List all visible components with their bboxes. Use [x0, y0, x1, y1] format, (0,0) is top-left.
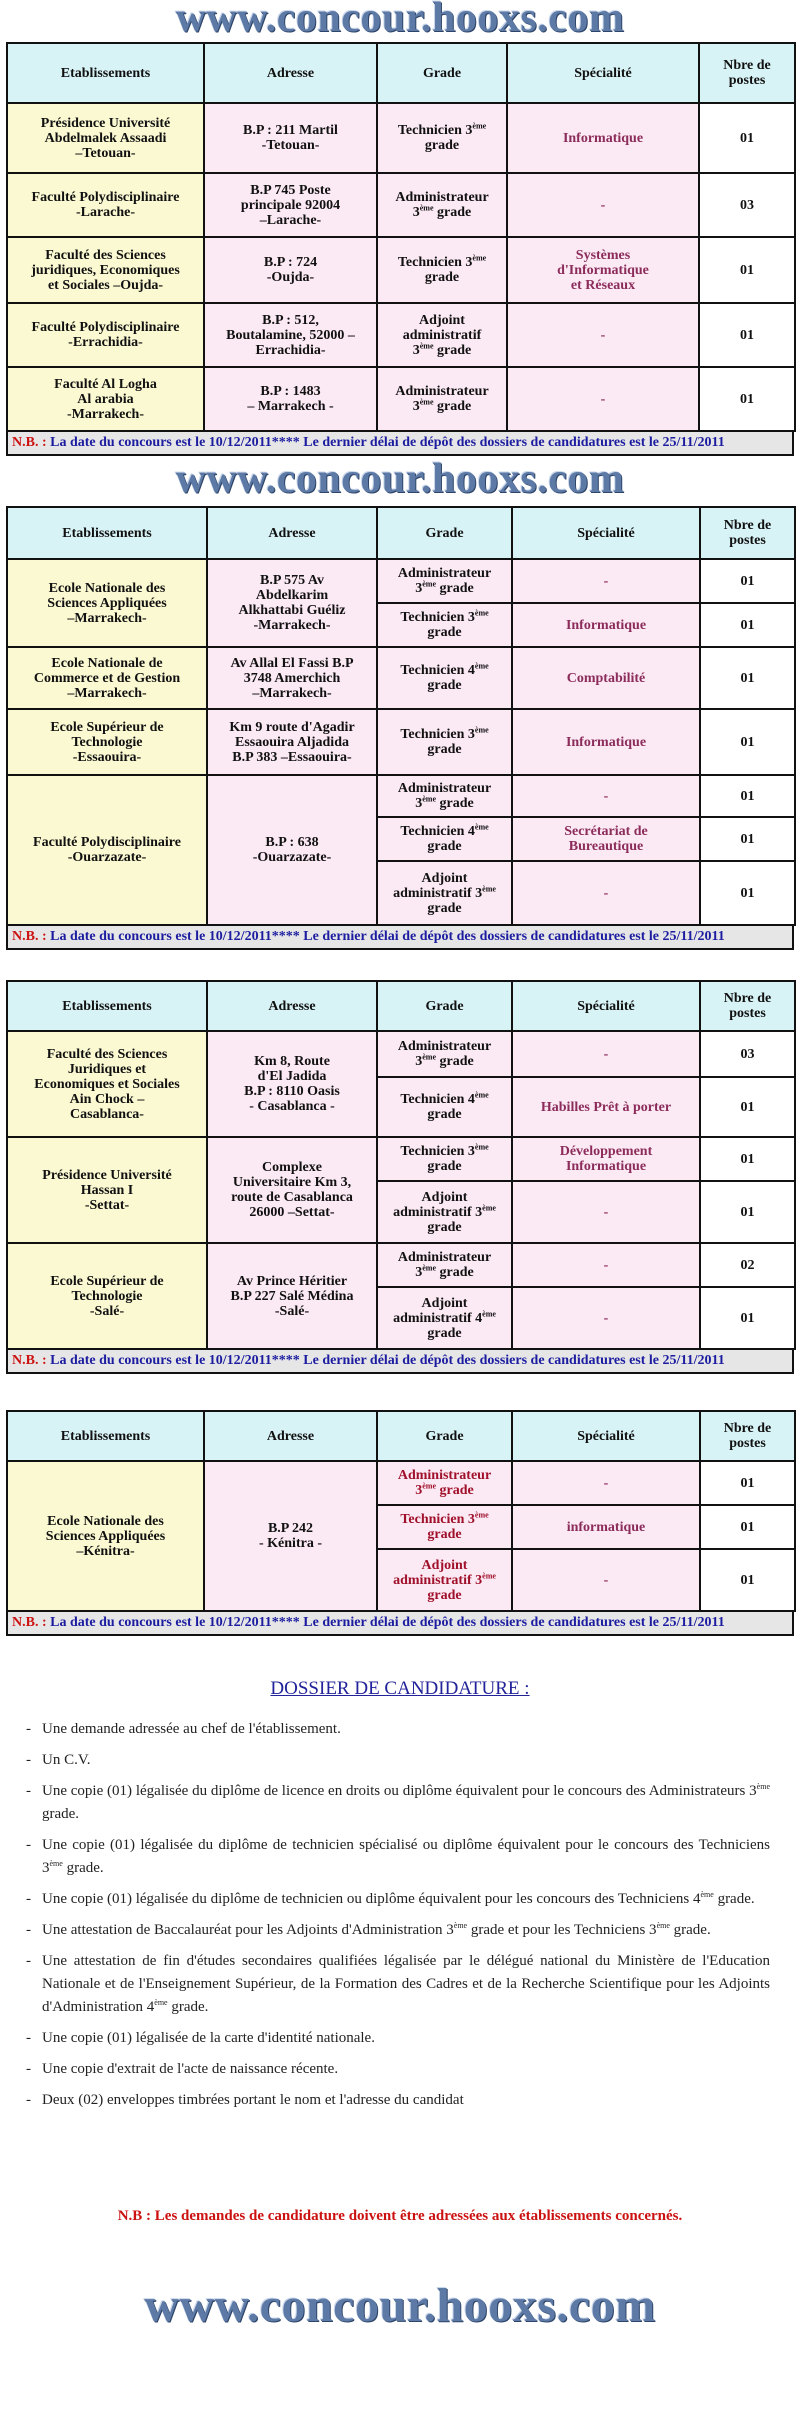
header-adresse: Adresse — [207, 981, 377, 1031]
adresse-cell: B.P : 638 -Ouarzazate- — [207, 775, 377, 925]
nbre-cell: 01 — [700, 1461, 795, 1505]
posts-table-1 — [6, 42, 796, 432]
nbre-cell: 03 — [700, 1031, 795, 1077]
header-nbre-postes: Nbre de postes — [700, 507, 795, 559]
grade-cell: Technicien 3ème grade — [377, 1137, 512, 1181]
adresse-cell: Km 9 route d'Agadir Essaouira Aljadida B.P 383 –Essaouira- — [207, 709, 377, 775]
grade-cell: Administrateur 3ème grade — [377, 173, 507, 237]
etablissement-cell: Faculté des Sciences juridiques, Economiques et Sociales –Oujda- — [7, 237, 204, 303]
grade-cell: Administrateur 3ème grade — [377, 1243, 512, 1287]
header-grade: Grade — [377, 507, 512, 559]
header-nbre-postes: Nbre de postes — [700, 981, 795, 1031]
adresse-cell: Av Prince Héritier B.P 227 Salé Médina -Salé- — [207, 1243, 377, 1349]
adresse-cell: Av Allal El Fassi B.P 3748 Amerchich –Marrakech- — [207, 647, 377, 709]
header-etablissements: Etablissements — [7, 1411, 204, 1461]
table-row — [7, 1137, 795, 1181]
header-grade: Grade — [377, 43, 507, 103]
specialite-cell: - — [507, 173, 699, 237]
specialite-cell: Informatique — [507, 103, 699, 173]
etablissement-cell: Faculté Al Logha Al arabia -Marrakech- — [7, 367, 204, 431]
specialite-cell: Habilles Prêt à porter — [512, 1077, 700, 1137]
nbre-cell: 01 — [699, 303, 795, 367]
adresse-cell: Complexe Universitaire Km 3, route de Casablanca 26000 –Settat- — [207, 1137, 377, 1243]
grade-cell: Technicien 3ème grade — [377, 1505, 512, 1549]
specialite-cell: - — [512, 559, 700, 603]
table-block-3 — [6, 980, 794, 1374]
specialite-cell: informatique — [512, 1505, 700, 1549]
header-specialite: Spécialité — [507, 43, 699, 103]
dossier-title: DOSSIER DE CANDIDATURE : — [270, 1678, 530, 1699]
header-adresse: Adresse — [204, 43, 377, 103]
list-item: - Une copie (01) légalisée du diplôme de technicien spécialisé ou diplôme équivalent pour le concours des Techniciens 3ème grade. — [22, 1834, 770, 1880]
nbre-cell: 02 — [700, 1243, 795, 1287]
etablissement-cell: Ecole Nationale des Sciences Appliquées –Kénitra- — [7, 1461, 204, 1611]
etablissement-cell: Faculté des Sciences Juridiques et Economiques et Sociales Ain Chock – Casablanca- — [7, 1031, 207, 1137]
watermark-middle: www.concour.hooxs.com — [175, 456, 625, 502]
grade-cell: Adjoint administratif 3ème grade — [377, 861, 512, 925]
nb-note: N.B. : La date du concours est le 10/12/2011**** Le dernier délai de dépôt des dossiers de candidatures est le 25/11/2011 — [6, 1612, 794, 1636]
etablissement-cell: Ecole Supérieur de Technologie -Salé- — [7, 1243, 207, 1349]
etablissement-cell: Ecole Nationale des Sciences Appliquées –Marrakech- — [7, 559, 207, 647]
nbre-cell: 01 — [700, 1077, 795, 1137]
specialite-cell: - — [512, 1549, 700, 1611]
table-row — [7, 1031, 795, 1077]
grade-cell: Adjoint administratif 4ème grade — [377, 1287, 512, 1349]
list-item: - Une demande adressée au chef de l'établissement. — [22, 1718, 770, 1741]
nbre-cell: 01 — [699, 367, 795, 431]
specialite-cell: Systèmes d'Informatique et Réseaux — [507, 237, 699, 303]
list-item: - Une attestation de Baccalauréat pour les Adjoints d'Administration 3ème grade et pour les Techniciens 3ème grade. — [22, 1919, 770, 1942]
nbre-cell: 01 — [700, 775, 795, 817]
nbre-cell: 01 — [700, 861, 795, 925]
grade-cell: Administrateur 3ème grade — [377, 775, 512, 817]
nb-note: N.B. : La date du concours est le 10/12/2011**** Le dernier délai de dépôt des dossiers de candidatures est le 25/11/2011 — [6, 1350, 794, 1374]
nbre-cell: 01 — [699, 237, 795, 303]
specialite-cell: Développement Informatique — [512, 1137, 700, 1181]
grade-cell: Technicien 3ème grade — [377, 709, 512, 775]
etablissement-cell: Faculté Polydisciplinaire -Larache- — [7, 173, 204, 237]
posts-table-2 — [6, 506, 796, 926]
table-row — [7, 103, 795, 173]
header-nbre-postes: Nbre de postes — [699, 43, 795, 103]
etablissement-cell: Ecole Supérieur de Technologie -Essaouira- — [7, 709, 207, 775]
header-specialite: Spécialité — [512, 1411, 700, 1461]
watermark-bottom: www.concour.hooxs.com — [144, 2279, 656, 2332]
nb-note: N.B. : La date du concours est le 10/12/2011**** Le dernier délai de dépôt des dossiers de candidatures est le 25/11/2011 — [6, 926, 794, 950]
nb-note: N.B. : La date du concours est le 10/12/2011**** Le dernier délai de dépôt des dossiers de candidatures est le 25/11/2011 — [6, 432, 794, 456]
header-adresse: Adresse — [207, 507, 377, 559]
etablissement-cell: Présidence Université Abdelmalek Assaadi –Tetouan- — [7, 103, 204, 173]
nbre-cell: 01 — [700, 647, 795, 709]
header-adresse: Adresse — [204, 1411, 377, 1461]
grade-cell: Technicien 4ème grade — [377, 1077, 512, 1137]
etablissement-cell: Ecole Nationale de Commerce et de Gestion –Marrakech- — [7, 647, 207, 709]
list-item: - Une copie (01) légalisée de la carte d'identité nationale. — [22, 2027, 770, 2050]
nbre-cell: 01 — [700, 1181, 795, 1243]
header-nbre-postes: Nbre de postes — [700, 1411, 795, 1461]
specialite-cell: - — [512, 861, 700, 925]
grade-cell: Technicien 3ème grade — [377, 603, 512, 647]
nbre-cell: 01 — [699, 103, 795, 173]
etablissement-cell: Faculté Polydisciplinaire -Ouarzazate- — [7, 775, 207, 925]
table-row — [7, 237, 795, 303]
header-grade: Grade — [377, 1411, 512, 1461]
list-item: - Une copie d'extrait de l'acte de naissance récente. — [22, 2058, 770, 2081]
table-row — [7, 1461, 795, 1505]
nbre-cell: 01 — [700, 559, 795, 603]
specialite-cell: Informatique — [512, 603, 700, 647]
adresse-cell: B.P : 512, Boutalamine, 52000 – Errachidia- — [204, 303, 377, 367]
nbre-cell: 01 — [700, 603, 795, 647]
nbre-cell: 01 — [700, 1549, 795, 1611]
header-etablissements: Etablissements — [7, 981, 207, 1031]
grade-cell: Technicien 3ème grade — [377, 237, 507, 303]
table-row — [7, 367, 795, 431]
specialite-cell: Comptabilité — [512, 647, 700, 709]
adresse-cell: Km 8, Route d'El Jadida B.P : 8110 Oasis - Casablanca - — [207, 1031, 377, 1137]
specialite-cell: - — [512, 775, 700, 817]
specialite-cell: Informatique — [512, 709, 700, 775]
grade-cell: Adjoint administratif 3ème grade — [377, 303, 507, 367]
nbre-cell: 01 — [700, 709, 795, 775]
specialite-cell: - — [512, 1031, 700, 1077]
posts-table-4 — [6, 1410, 796, 1612]
list-item: - Une copie (01) légalisée du diplôme de licence en droits ou diplôme équivalent pour le concours des Administrateurs 3ème grade. — [22, 1780, 770, 1826]
grade-cell: Administrateur 3ème grade — [377, 367, 507, 431]
footnote: N.B : Les demandes de candidature doivent être adressées aux établissements concernés. — [117, 2208, 683, 2224]
table-block-1 — [6, 42, 794, 456]
table-row — [7, 1243, 795, 1287]
etablissement-cell: Faculté Polydisciplinaire -Errachidia- — [7, 303, 204, 367]
header-specialite: Spécialité — [512, 981, 700, 1031]
specialite-cell: - — [512, 1287, 700, 1349]
header-etablissements: Etablissements — [7, 43, 204, 103]
list-item: - Un C.V. — [22, 1749, 770, 1772]
etablissement-cell: Présidence Université Hassan I -Settat- — [7, 1137, 207, 1243]
grade-cell: Administrateur 3ème grade — [377, 559, 512, 603]
grade-cell: Technicien 4ème grade — [377, 817, 512, 861]
table-row — [7, 173, 795, 237]
specialite-cell: - — [512, 1243, 700, 1287]
table-row — [7, 709, 795, 775]
watermark-top: www.concour.hooxs.com — [175, 0, 625, 41]
dossier-list — [22, 1718, 770, 2120]
nbre-cell: 03 — [699, 173, 795, 237]
list-item: - Une attestation de fin d'études secondaires qualifiées légalisée par le délégué national du Ministère de l'Education Nationale et de l'Enseignement Supérieur, de la Formation des Cadres et de la Recherche Scientifique pour les Adjoints d'Administration 4ème grade. — [22, 1950, 770, 2019]
adresse-cell: B.P 242 - Kénitra - — [204, 1461, 377, 1611]
specialite-cell: - — [512, 1181, 700, 1243]
grade-cell: Technicien 4ème grade — [377, 647, 512, 709]
grade-cell: Adjoint administratif 3ème grade — [377, 1549, 512, 1611]
header-grade: Grade — [377, 981, 512, 1031]
adresse-cell: B.P 745 Poste principale 92004 –Larache- — [204, 173, 377, 237]
table-block-4 — [6, 1410, 794, 1636]
specialite-cell: - — [507, 367, 699, 431]
posts-table-3 — [6, 980, 796, 1350]
list-item: - Une copie (01) légalisée du diplôme de technicien ou diplôme équivalent pour les concours des Techniciens 4ème grade. — [22, 1888, 770, 1911]
table-row — [7, 559, 795, 603]
adresse-cell: B.P : 1483 – Marrakech - — [204, 367, 377, 431]
header-specialite: Spécialité — [512, 507, 700, 559]
grade-cell: Technicien 3ème grade — [377, 103, 507, 173]
table-row — [7, 647, 795, 709]
adresse-cell: B.P : 724 -Oujda- — [204, 237, 377, 303]
table-block-2 — [6, 506, 794, 950]
specialite-cell: Secrétariat de Bureautique — [512, 817, 700, 861]
list-item: - Deux (02) enveloppes timbrées portant le nom et l'adresse du candidat — [22, 2089, 770, 2112]
table-row — [7, 303, 795, 367]
table-row — [7, 775, 795, 817]
specialite-cell: - — [512, 1461, 700, 1505]
nbre-cell: 01 — [700, 1287, 795, 1349]
grade-cell: Administrateur 3ème grade — [377, 1461, 512, 1505]
grade-cell: Adjoint administratif 3ème grade — [377, 1181, 512, 1243]
nbre-cell: 01 — [700, 1137, 795, 1181]
adresse-cell: B.P : 211 Martil -Tetouan- — [204, 103, 377, 173]
grade-cell: Administrateur 3ème grade — [377, 1031, 512, 1077]
adresse-cell: B.P 575 Av Abdelkarim Alkhattabi Guéliz -Marrakech- — [207, 559, 377, 647]
nbre-cell: 01 — [700, 1505, 795, 1549]
specialite-cell: - — [507, 303, 699, 367]
nbre-cell: 01 — [700, 817, 795, 861]
header-etablissements: Etablissements — [7, 507, 207, 559]
